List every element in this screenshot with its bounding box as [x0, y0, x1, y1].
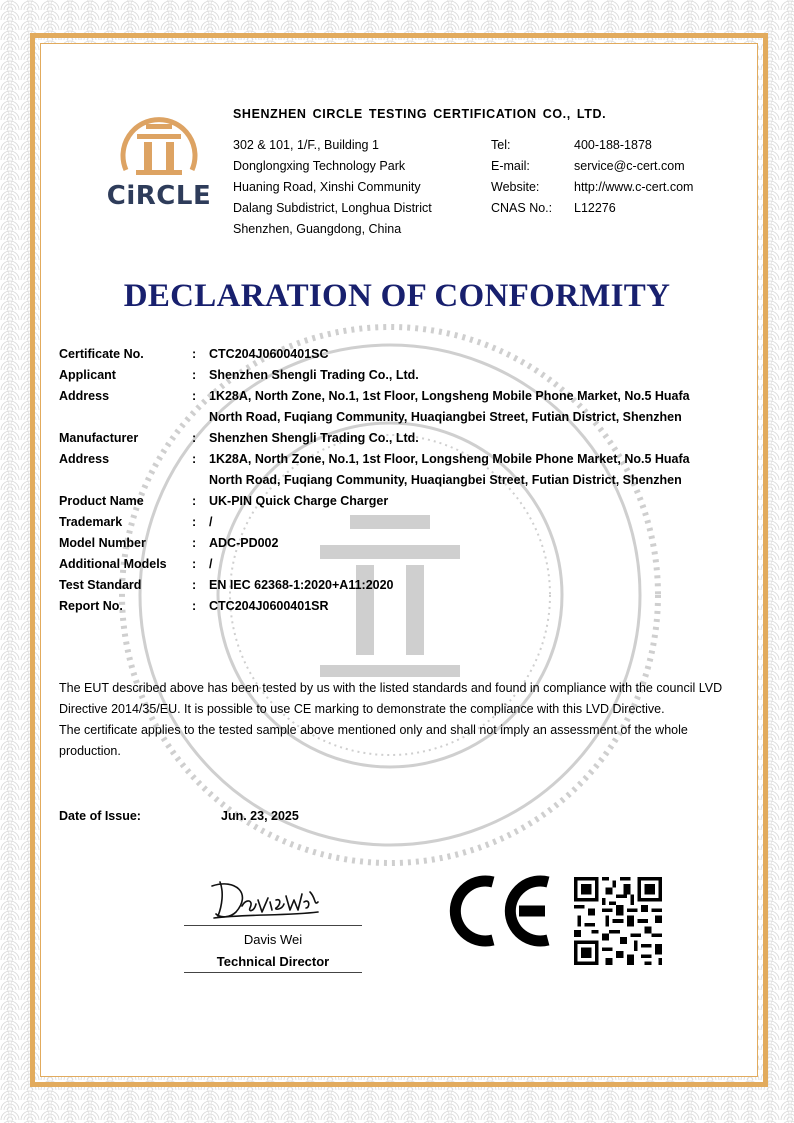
field-separator: : [192, 452, 197, 466]
field-value: EN IEC 62368-1:2020+A11:2020 [209, 578, 394, 592]
signatory-name: Davis Wei [243, 932, 303, 947]
field-test-standard [59, 575, 739, 596]
contact-label: CNAS No.: [491, 201, 553, 215]
field-value: / [209, 515, 213, 529]
field-separator: : [192, 389, 197, 403]
field-separator: : [192, 536, 197, 550]
contact-label: E-mail: [491, 159, 530, 173]
issuer-address [233, 135, 432, 240]
field-separator: : [192, 368, 197, 382]
signatory-title: Technical Director [216, 954, 330, 969]
field-value: Shenzhen Shengli Trading Co., Ltd. [209, 368, 419, 382]
issuer-company-name: SHENZHEN CIRCLE TESTING CERTIFICATION CO., LTD. [233, 107, 607, 121]
date-label: Date of Issue: [59, 809, 141, 823]
field-separator: : [192, 494, 197, 508]
field-value: Shenzhen Shengli Trading Co., Ltd. [209, 431, 419, 445]
field-model-number [59, 533, 739, 554]
address-line: Donglongxing Technology Park [233, 159, 406, 173]
address-line: Shenzhen, Guangdong, China [233, 222, 402, 236]
field-label: Additional Models [59, 557, 167, 571]
field-separator: : [192, 347, 197, 361]
qr-code-icon [574, 877, 662, 965]
field-value: UK-PIN Quick Charge Charger [209, 494, 389, 508]
field-value: 1K28A, North Zone, No.1, 1st Floor, Longsheng Mobile Phone Market, No.5 Huafa North Road, Fuqiang Community, Huaqiangbei Street, Futian District, Shenzhen [209, 389, 690, 424]
field-applicant [59, 365, 739, 386]
address-line: Huaning Road, Xinshi Community [233, 180, 421, 194]
address-line: 302 & 101, 1/F., Building 1 [233, 138, 379, 152]
contact-label: Website: [491, 180, 540, 194]
field-trademark [59, 512, 739, 533]
field-label: Model Number [59, 536, 146, 550]
document-title: DECLARATION OF CONFORMITY [123, 278, 671, 314]
contact-value: http://www.c-cert.com [574, 180, 694, 194]
field-separator: : [192, 515, 197, 529]
field-value: ADC-PD002 [209, 536, 279, 550]
field-label: Address [59, 389, 110, 403]
field-label: Product Name [59, 494, 144, 508]
field-separator: : [192, 578, 197, 592]
statement-paragraph: The EUT described above has been tested by us with the listed standards and found in compliance with the council LVD Directive 2014/35/EU. It is possible to use CE marking to demonstrate the compliance with this LVD Directive. [59, 681, 723, 716]
issuer-contact [491, 135, 693, 219]
field-value: CTC204J0600401SR [209, 599, 329, 613]
field-label: Manufacturer [59, 431, 139, 445]
handwritten-signature [206, 872, 326, 922]
field-label: Test Standard [59, 578, 142, 592]
field-separator: : [192, 599, 197, 613]
field-label: Applicant [59, 368, 116, 382]
contact-value: service@c-cert.com [574, 159, 685, 173]
contact-value: 400-188-1878 [574, 138, 652, 152]
signature-line [184, 925, 362, 926]
statement-paragraph: The certificate applies to the tested sample above mentioned only and shall not imply an assessment of the whole production. [59, 723, 688, 758]
field-applicant-address [59, 386, 739, 428]
contact-email [491, 156, 693, 177]
field-label: Address [59, 452, 110, 466]
contact-website [491, 177, 693, 198]
address-line: Dalang Subdistrict, Longhua District [233, 201, 432, 215]
field-manufacturer [59, 428, 739, 449]
contact-tel [491, 135, 693, 156]
field-label: Trademark [59, 515, 123, 529]
field-label: Certificate No. [59, 347, 144, 361]
field-value: / [209, 557, 213, 571]
field-label: Report No. [59, 599, 123, 613]
contact-cnas [491, 198, 693, 219]
contact-label: Tel: [491, 138, 511, 152]
field-certificate-no [59, 344, 739, 365]
date-of-issue [59, 806, 299, 827]
field-product-name [59, 491, 739, 512]
certificate-fields [59, 344, 739, 617]
field-value: 1K28A, North Zone, No.1, 1st Floor, Longsheng Mobile Phone Market, No.5 Huafa North Road, Fuqiang Community, Huaqiangbei Street, Futian District, Shenzhen [209, 452, 690, 487]
field-manufacturer-address [59, 449, 739, 491]
field-separator: : [192, 431, 197, 445]
compliance-statement [59, 678, 739, 762]
contact-value: L12276 [574, 201, 616, 215]
date-value: Jun. 23, 2025 [221, 809, 299, 823]
field-separator: : [192, 557, 197, 571]
field-value: CTC204J0600401SC [209, 347, 329, 361]
logo-wordmark: CiRCLE [106, 181, 212, 211]
field-additional-models [59, 554, 739, 575]
field-report-no [59, 596, 739, 617]
ce-mark-icon [447, 873, 553, 949]
signatory-underline [184, 972, 362, 973]
